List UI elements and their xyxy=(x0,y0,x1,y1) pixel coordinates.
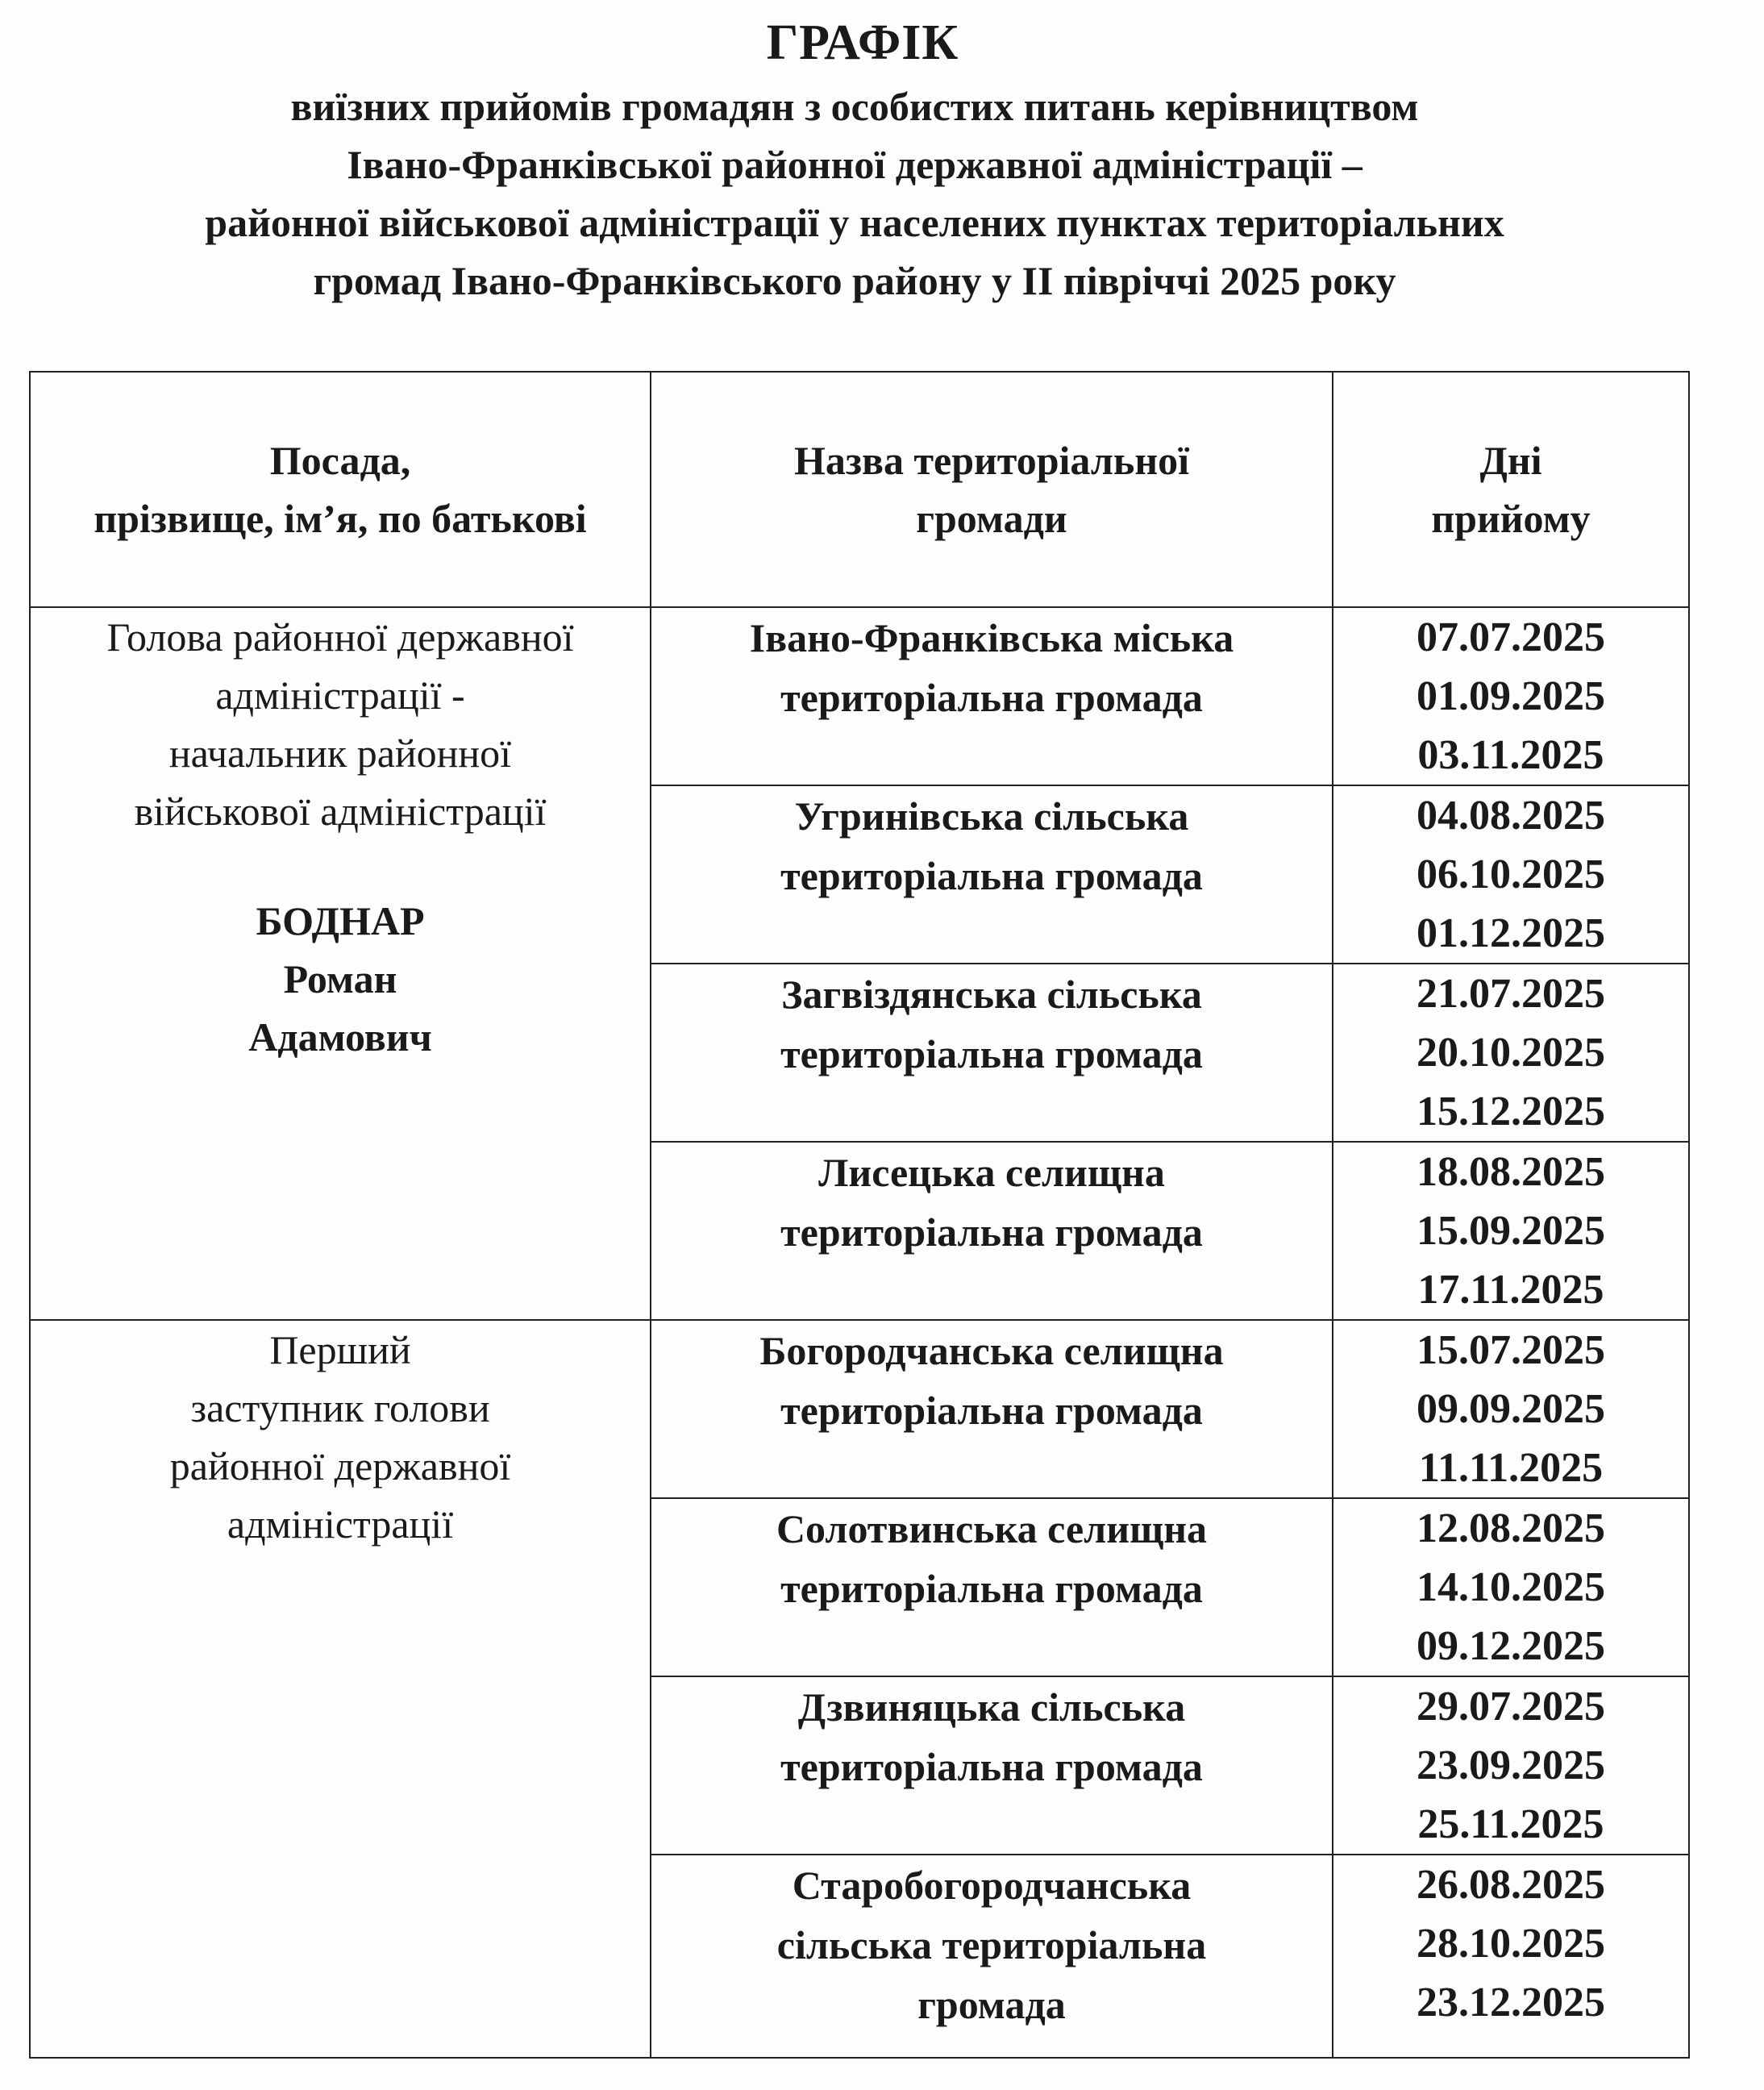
dates-cell xyxy=(1333,1320,1689,1498)
official-position xyxy=(31,608,650,840)
dates-cell xyxy=(1333,1142,1689,1320)
reception-date: 09.09.2025 xyxy=(1417,1386,1605,1432)
header-days-line: Дні xyxy=(1479,438,1542,483)
reception-date: 25.11.2025 xyxy=(1417,1801,1604,1847)
position-line: адміністрації xyxy=(227,1501,454,1547)
community-line: територіальна громада xyxy=(780,853,1203,898)
header-community-line: громади xyxy=(916,496,1067,541)
community-line: Старобогородчанська xyxy=(792,1863,1192,1908)
reception-date: 20.10.2025 xyxy=(1417,1030,1605,1076)
community-cell xyxy=(651,1320,1333,1498)
header-days-line: прийому xyxy=(1431,496,1591,541)
community-line: територіальна громада xyxy=(780,1388,1203,1433)
table-row xyxy=(30,1320,1689,1498)
header-community-line: Назва територіальної xyxy=(793,438,1190,483)
dates-cell xyxy=(1333,964,1689,1142)
dates-cell xyxy=(1333,1855,1689,2058)
document-title: ГРАФІК xyxy=(766,15,959,70)
reception-date: 01.09.2025 xyxy=(1417,673,1605,719)
community-cell xyxy=(651,607,1333,785)
community-line: Богородчанська селищна xyxy=(759,1328,1224,1373)
reception-date: 12.08.2025 xyxy=(1417,1505,1605,1551)
header-days xyxy=(1333,372,1689,607)
position-line: Голова районної державної xyxy=(106,614,574,660)
reception-date: 15.12.2025 xyxy=(1417,1089,1605,1135)
subtitle-line: Івано-Франківської районної державної адміністрації – xyxy=(347,142,1363,187)
subtitle-line: районної військової адміністрації у населених пунктах територіальних xyxy=(205,200,1504,245)
reception-date: 07.07.2025 xyxy=(1417,614,1605,660)
position-line: заступник голови xyxy=(190,1385,490,1430)
dates-cell xyxy=(1333,1498,1689,1676)
document-subtitle xyxy=(48,77,1661,310)
position-line: Перший xyxy=(269,1327,411,1372)
reception-date: 15.09.2025 xyxy=(1417,1208,1605,1254)
schedule-table xyxy=(29,371,1690,2059)
community-line: Загвіздянська сільська xyxy=(781,972,1202,1017)
header-position xyxy=(30,372,651,607)
community-cell xyxy=(651,785,1333,964)
position-line: військової адміністрації xyxy=(134,789,547,834)
surname: БОДНАР xyxy=(256,898,425,943)
reception-date: 11.11.2025 xyxy=(1418,1445,1604,1491)
official-position xyxy=(31,1321,650,1553)
position-line: начальник районної xyxy=(168,731,512,776)
community-cell xyxy=(651,1855,1333,2058)
community-line: територіальна громада xyxy=(780,1031,1203,1076)
community-line: територіальна громада xyxy=(780,1209,1203,1255)
community-line: Дзвиняцька сільська xyxy=(797,1684,1186,1730)
reception-date: 23.09.2025 xyxy=(1417,1742,1605,1788)
community-line: Угринівська сільська xyxy=(794,793,1189,839)
reception-date: 26.08.2025 xyxy=(1417,1862,1605,1908)
subtitle-line: виїзних прийомів громадян з особистих питань керівництвом xyxy=(290,84,1419,129)
community-line: Івано-Франківська міська xyxy=(749,615,1234,660)
dates-cell xyxy=(1333,607,1689,785)
reception-date: 23.12.2025 xyxy=(1417,1980,1605,2025)
header-community xyxy=(651,372,1333,607)
official-name xyxy=(31,892,650,1066)
community-line: територіальна громада xyxy=(780,1744,1203,1789)
community-cell xyxy=(651,1498,1333,1676)
header-position-line: прізвище, ім’я, по батькові xyxy=(94,496,587,541)
position-line: адміністрації - xyxy=(215,672,465,718)
table-header-row xyxy=(30,372,1689,607)
dates-cell xyxy=(1333,1676,1689,1855)
community-line: громада xyxy=(917,1982,1066,2027)
subtitle-line: громад Івано-Франківського району у ІІ півріччі 2025 року xyxy=(313,258,1396,303)
reception-date: 21.07.2025 xyxy=(1417,971,1605,1017)
table-row xyxy=(30,607,1689,785)
reception-date: 28.10.2025 xyxy=(1417,1921,1605,1967)
community-line: Лисецька селищна xyxy=(818,1150,1165,1195)
community-line: Солотвинська селищна xyxy=(776,1506,1208,1551)
patronymic: Адамович xyxy=(248,1014,432,1060)
reception-date: 01.12.2025 xyxy=(1417,910,1605,956)
reception-date: 15.07.2025 xyxy=(1417,1327,1605,1373)
community-cell xyxy=(651,964,1333,1142)
community-line: територіальна громада xyxy=(780,675,1203,720)
reception-date: 03.11.2025 xyxy=(1417,732,1604,778)
community-line: територіальна громада xyxy=(780,1566,1203,1611)
reception-date: 06.10.2025 xyxy=(1417,851,1605,897)
header-position-line: Посада, xyxy=(269,438,411,483)
reception-date: 18.08.2025 xyxy=(1417,1149,1605,1195)
community-line: сільська територіальна xyxy=(776,1922,1207,1967)
community-cell xyxy=(651,1142,1333,1320)
official-cell xyxy=(30,1320,651,2058)
reception-date: 09.12.2025 xyxy=(1417,1623,1605,1669)
reception-date: 17.11.2025 xyxy=(1417,1267,1604,1313)
reception-date: 29.07.2025 xyxy=(1417,1684,1605,1730)
reception-date: 14.10.2025 xyxy=(1417,1564,1605,1610)
dates-cell xyxy=(1333,785,1689,964)
community-cell xyxy=(651,1676,1333,1855)
first-name: Роман xyxy=(283,956,397,1001)
official-cell xyxy=(30,607,651,1320)
position-line: районної державної xyxy=(169,1443,511,1488)
reception-date: 04.08.2025 xyxy=(1417,793,1605,839)
